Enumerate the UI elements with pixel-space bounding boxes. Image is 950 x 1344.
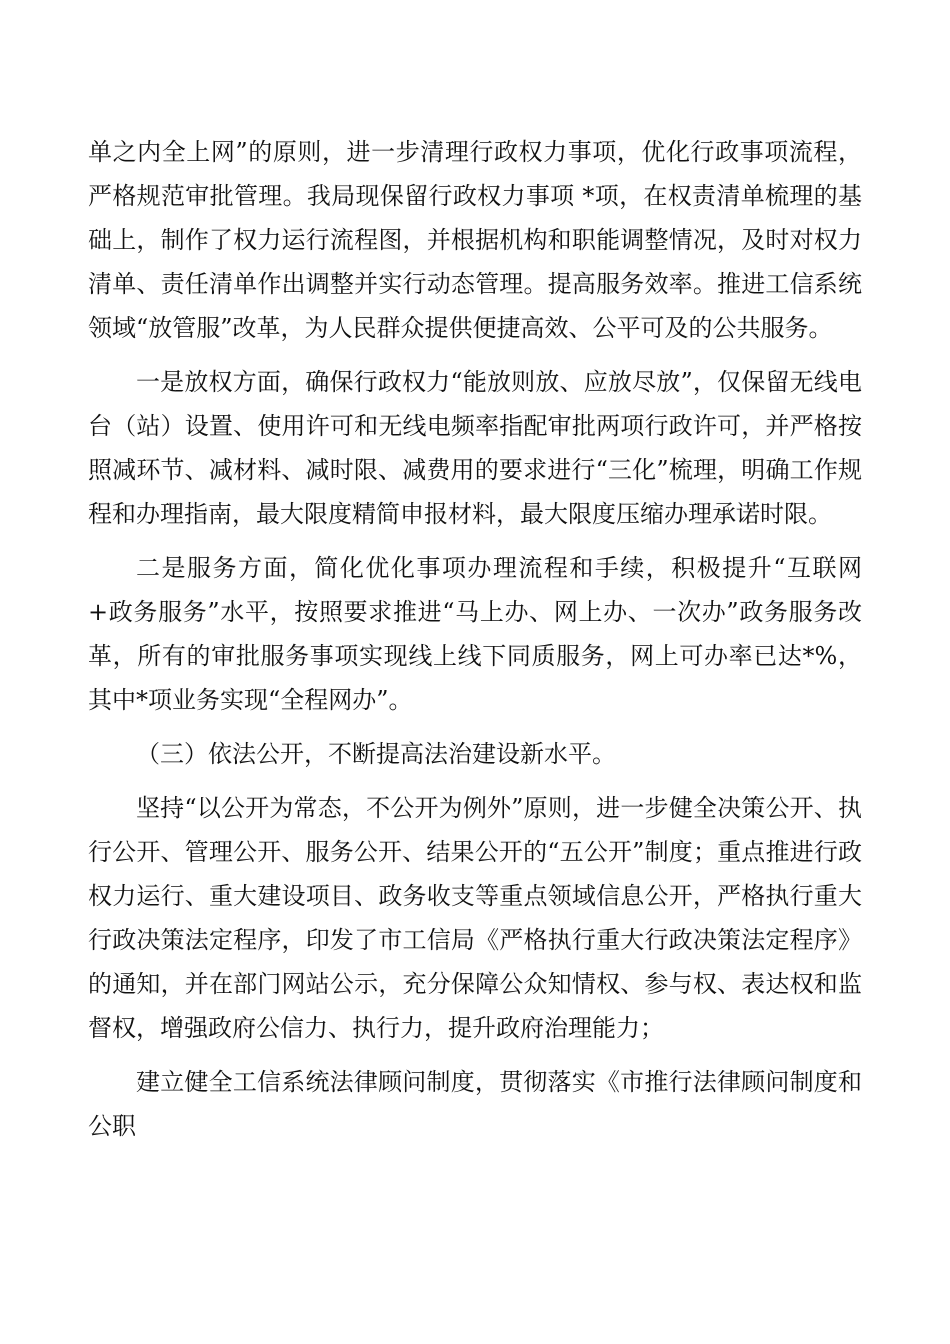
paragraph-service: 二是服务方面，简化优化事项办理流程和手续，积极提升“互联网+政务服务”水平，按照要求推进“马上办、网上办、一次办”政务服务改革，所有的审批服务事项实现线上线下同质服务，网上可办率已达*%，其中*项业务实现“全程网办”。: [88, 554, 862, 714]
paragraph-openness: 坚持“以公开为常态，不公开为例外”原则，进一步健全决策公开、执行公开、管理公开、服务公开、结果公开的“五公开”制度；重点推进行政权力运行、重大建设项目、政务收支等重点领域信息公开，严格执行重大行政决策法定程序，印发了市工信局《严格执行重大行政决策法定程序》的通知，并在部门网站公示，充分保障公众知情权、参与权、表达权和监督权，增强政府公信力、执行力，提升政府治理能力；: [88, 794, 862, 1042]
paragraph-legal-advisor: 建立健全工信系统法律顾问制度，贯彻落实《市推行法律顾问制度和公职: [88, 1068, 862, 1140]
paragraph-decentralization: 一是放权方面，确保行政权力“能放则放、应放尽放”，仅保留无线电台（站）设置、使用许可和无线电频率指配审批两项行政许可，并严格按照减环节、减材料、减时限、减费用的要求进行“三化”梳理，明确工作规程和办理指南，最大限度精简申报材料，最大限度压缩办理承诺时限。: [88, 368, 862, 528]
document-body: [88, 130, 862, 1158]
section-heading-openness: （三）依法公开，不断提高法治建设新水平。: [136, 740, 616, 768]
paragraph-continuation: 单之内全上网”的原则，进一步清理行政权力事项，优化行政事项流程，严格规范审批管理。我局现保留行政权力事项 *项，在权责清单梳理的基础上，制作了权力运行流程图，并根据机构和职能调整情况，及时对权力清单、责任清单作出调整并实行动态管理。提高服务效率。推进工信系统领域“放管服”改革，为人民群众提供便捷高效、公平可及的公共服务。: [88, 138, 862, 342]
